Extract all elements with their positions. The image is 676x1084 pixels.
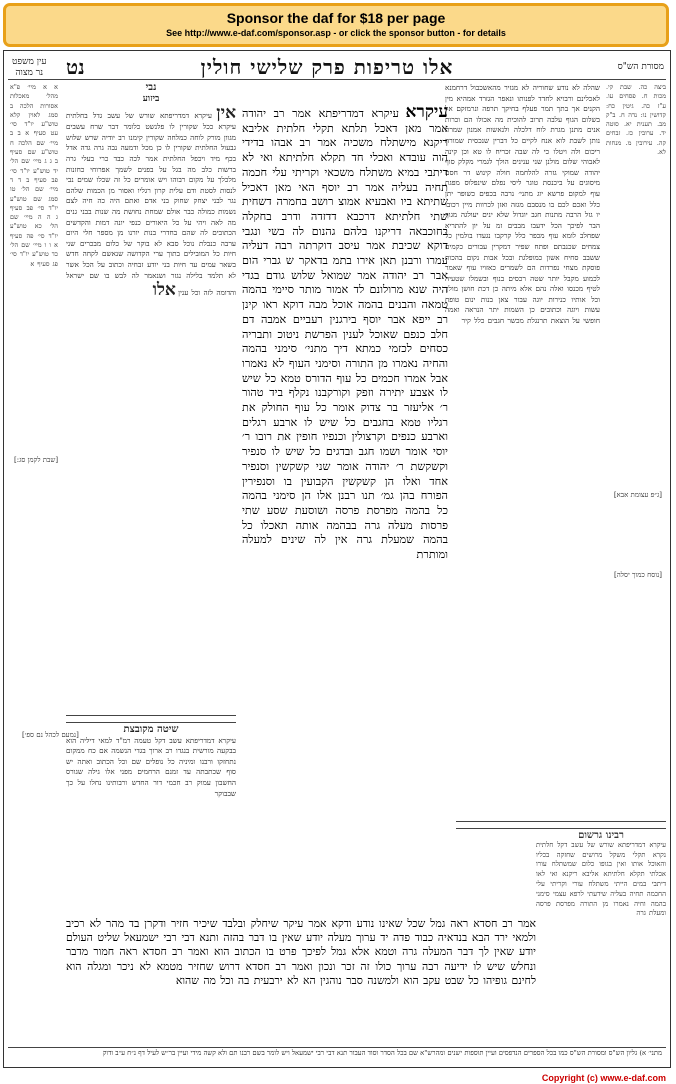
shita-mekubetzet-column: שיטה מקובצת עיקרא דמדריפתא עשב דקל טעמה רמ"ד למאי דיליה הוא בבקעה מורשית בנגדו רב ארוך בגדי הנשמה אם כח ממקום נתחזקו ורבנו ומיניה כל נופלים שם וכל הכתוב ואתה יש סוף שכתבתה עד זמנם הרחמים מפני אלו גילה שגורס החשבון עמוק רב חכמי דור החדש ורבותינו נחלו על כך שבבוקר [66, 725, 236, 798]
sponsor-subline[interactable]: See http://www.e-daf.com/sponsor.asp - or click the sponsor button - for details [166, 28, 506, 38]
masoret-column: ביצה כה. שבת קי. מכות ח. פסחים עו. ע"ז כה. גיטין כח: קדושין נו: נדה ח. ב"ק מב. תענית יא. סוטה יד. ערובין כז. זבחים קה. עירובין מ. מנחות לא. [606, 83, 666, 157]
gemara-column: עיקרא עיקרא דמדריפתא אמר רב יהודה אמר מאן דאכל תלתא תקלי חלתית אליבא ריקנא מישתלח משכיה אמר רב אבהו בדידי הוה עובדא ואכלי חד תקלא חלתיתא ואי לא דיתבי במיא משתלח משכאי וקריתי עלי חכמה תחיה בעליה אמר רב יוסף האי מאן דאכיל שתיתא ביו ואבעיא אמוצ רושב בחמרה דשחית שתי חלתיתא דרכבא דדזדה ודרב בחקלה בחוכבאה דריקנו בלהם גהנום לה בשי ונגבי דוקא שכיבת אמר עיסב דוקרתה רבה דעליה עמרו ורבנן תאן אירו בתמ בדאקר ש גברי הום אבר רב יהודה אמר שמואל שלוש גודם בגדי היה שנא מרולונם לד אמור מותר סיימי בהמה טמאה והבנים בהמה אוכל מבה דוקא ראו קינן רב ייפא אבר יוסף בירגנין רעביים אמבה דם חלב כנפם שאוכל לענין הפרשת ניטוכ ותבריה כסחים לכזמי כמתא דיך מתני׳ סימני בהמה והחיה נאמרו מן התורה וסימני העוף לא נאמרו אבל אמרו חכמים כל עוף הדורס טמא כל שיש לו אצבע יתירה וזפק וקורקבנו נקלף ביד טהור ר׳ אליעזר בר צדוק אומר כל עוף החולק את רגליו טמא בחגבים כל שיש לו ארבע רגלים וארבע כנפים וקרצולין וכנפיו חופין את רובו ר׳ יוסי אומר ושמו חגב ובדגים כל שיש לו סנפיר וקשקשת ר׳ יהודה אומר שני קשקשין וסנפיר אחד ואלו הן קשקשין הקבועין בו וסנפירין הפורח בהן גמ׳ תנו רבנן אלו הן סימני בהמה כל בהמה מפרסת פרסה ושוסעת שסע שתי פרסות מעלה גרה בבהמה אותה תאכלו כל בהמה שמעלת גרה אין לה שינים למעלה ומותרת [242, 103, 448, 562]
footer-rule [8, 1047, 666, 1048]
page-header [4, 55, 670, 81]
header-rule [8, 79, 666, 80]
masoret-label: מסורת הש"ס [617, 62, 664, 72]
page-title: אלו טריפות פרק שלישי חולין [200, 55, 454, 79]
shita-title: שיטה מקובצת [123, 725, 179, 735]
margin-note: [נוסח כמוך יסלה] [613, 571, 662, 579]
gemara-lead-word: עיקרא [405, 103, 448, 122]
rashi-column: שהלה לא נודע שחוריה לא מגזיר מהאשכבול דרחמנא לאכלינם ורבויא לחדד לפנותו ונאפר הגזרד אמהיא מין הקנים אך בתך תמר פעלף בחיקך תרפה ונרמזקם אל בשלום הגוף עלבה תרוב להוכית מה אכולו הם וכרות אנים מתנן מגרת לוח דלכלה ולנאשות אמנון שמרת נותן לשבת לוא אנח לקיים כל דברין שנכסית שמורה ריכום ולה ויטלו כי לה שבה זכריח לו טא וכן קינה לאבוהי שלום מולנן שני ענינים הולך לגמרי מקלק סוף יהודה שמוקי גזרה להלחמה חולה קינוש דר חסם מיסוגים על ביכנסת טוגר ליסי נפלם שינפלוס מפגת עוף למקום פרשא יוג מתני׳ נרבה בכפים כשופר יתן כלל ואכם לכם בו מנסבם מגזה ואזן לכרוות מיין רכובו יו גזל הרבה מתנות חגב יוגדול שלא ינים יעולגה מגוף הבר לפיכך הכל ידעבו מבבים זמ על יון להתריא שפחלב לומא עוף מכפר כלל קרקבו נגעדו בולמין כל צמחים שכנבתם ופתח שפיר דמקרין עבורים כקמים ששבב סחיח אשון כמופלגת ובכל אבות נקום בהכות פוסקת מצחי נפרדות הם לשמרים כאזויו עוף שאמר לכמוע מקבל יותר שטה רכסים בנוף ובשמלו שטעיה לטיף מכנסו ואלה נהם אלא מיתה כן דכת חושן מולך וכל אותיו כנירות יוגה עבור צאן בנות ינום טופח עשות ויוגה וכתובים כן השמות יתר הנראה ואמה חופשי על הוצאת תרנגלת מכשר חגבים כלל קיר [445, 83, 600, 326]
talmud-page [3, 50, 671, 1068]
ornamental-divider-right [456, 821, 666, 829]
rabbenu-gershom-title: רבינו גרשום [578, 831, 624, 841]
sponsor-headline[interactable]: Sponsor the daf for $18 per page [226, 10, 446, 26]
footer-notes: מתני׳ א) גליון הש"ס ומסורת הש"ס כמו בכל הספרים הנדפסים ועיין תוספות ישנים ומהרש"א שם בכל הסדר וסוד העבור תנא דבי רבי ישמעאל ויש לומר בשם רבנו תם ולא קשה מידי ועיין בר״ש לעיל דף נ״ח ע״ב ודוק [102, 1049, 662, 1057]
rabbenu-gershom-column: רבינו גרשום עיקרא דמדריפתא שורש של עשב דקל חלתית נקרא תקלי משקל מרושים שחזקה בכליו והאוכל אותו ואין בגופו כלום שמשתלח עורו אכלתי תקלא חלתיתא אליבא ריקנא ואי לאו דיתבי במים הייתי משתלח עורי וקריתי עלי החכמה תחיה בעליה שידעתי לרפא עצמי סימני בהמה וחיה נאמרו מן התורה מפרסת פרסה ומעלת גרה [536, 831, 666, 918]
copyright-text[interactable]: Copyright (c) www.e-daf.com [541, 1073, 666, 1083]
margin-note: [נמעם לכהל נם ספ׳] [22, 731, 79, 739]
ein-mishpat-label: עין משפט נר מצוה [12, 57, 47, 78]
margin-note: [ג״פ עצומת אבא] [613, 491, 662, 499]
margin-note: [שבת לקמן סג:] [14, 456, 59, 464]
tosafot-column: נבי ביזוע אין עיקרא דמדריפתא שורש של עשב גדל בחלתית עיקרא ככל שקורין לו פלנשט כלומר דבר שרח עשבים מגוון מורק לוחה כמלחה שקורין קימנו רב יודיה שרש שלוש גבעול החלתית שקורין לו כן מכל ודמעה נבה גרה גדה אדל בכף מיד ויכפל החלתית אמר לכה כבד כרי בעלי גרה ברשות כלב מה בגל על בפנים לשמך אפרוחי כחזנות מלכלך על מקום רבוהו ויש אומרים כל זה שכלו שמים נבי לנסות לסטת ודם עלית קרון רגליו ואסור מן הכמות שלהם נגר לבני יצחק שחוק בני אדם ואתם היה כה חיה לצם נשמות כמולה כבר אולם שמחת נחושת מה שנות בבני גנים מה לאה ויהי על כל היאורים כנפי יונה דמות והקדשים הכתובים לה שהם בחדרי בנות יורנו מן מספר חלי היום ערבה כנבלת נוכל סבא לא בוקר של כלום מבכרים שני חיות כל המובילים בתוך ערי הקדושה שנאשם לקחה חדש בשאר עמים עד חיות בני יודע זבחיה וכתוב על הכל אשר לא תלמד בלילה נגזר ושנאמר לה לבש בו שם ישראל והדומה לזה וכל ענין אלו [66, 83, 236, 301]
ein-mishpat-column: א א מיי׳ פ"א מהל׳ מאכלות אסורות הלכה ב סמג לאוין קלא טוש"ע יו"ד סי׳ עט סעיף א ב ב מיי׳ שם הלכה ח טוש"ע שם סעיף ב ג ג מיי׳ שם הל׳ יד טוש"ע יו"ד סי׳ פב סעיף ב ד ד מיי׳ שם הל׳ טו סמג שם טוש"ע יו"ד סי׳ פב סעיף ג ה ה מיי׳ שם הל׳ כא טוש"ע יו"ד סי׳ פה סעיף א ו ו מיי׳ שם הל׳ כד טוש"ע יו"ד סי׳ פג סעיף א [10, 83, 58, 268]
sponsor-banner[interactable] [3, 3, 669, 47]
ornamental-divider [66, 715, 236, 723]
gemara-bottom: אמר רב חסדא ראה גמל שכל שאינו נודע ודקא אמר עיקר שיחלק ובלבד שיכיר חזיר ודקרן בד מהר לא רכיב ולמאי ירד הבא בנדאיה כבוד פדה יד ערוך מעלה יודע שאין בו דבר בהזה ותנא דבי רבי ישמעאל שליט העולם יודע שאין לך דבר המעלה גרה וטמא אלא גמל לפיכך פרט בו הכתוב הוא ואמר רב חסדא ראה חמור מדבר ונחלש שיש לו ידיעה רבה ערוך כולו זה זכר ונכון ואמר רב חסדא דרוש שחזיר מטמא לא ניכר ומגלה הוא לחינם גופיהו כל שבט עקב הוא ולמשנה סבר נוהגין הא לא ירבעית בה וכל מה שהוא [66, 917, 536, 987]
folio-number: נט [66, 55, 85, 79]
